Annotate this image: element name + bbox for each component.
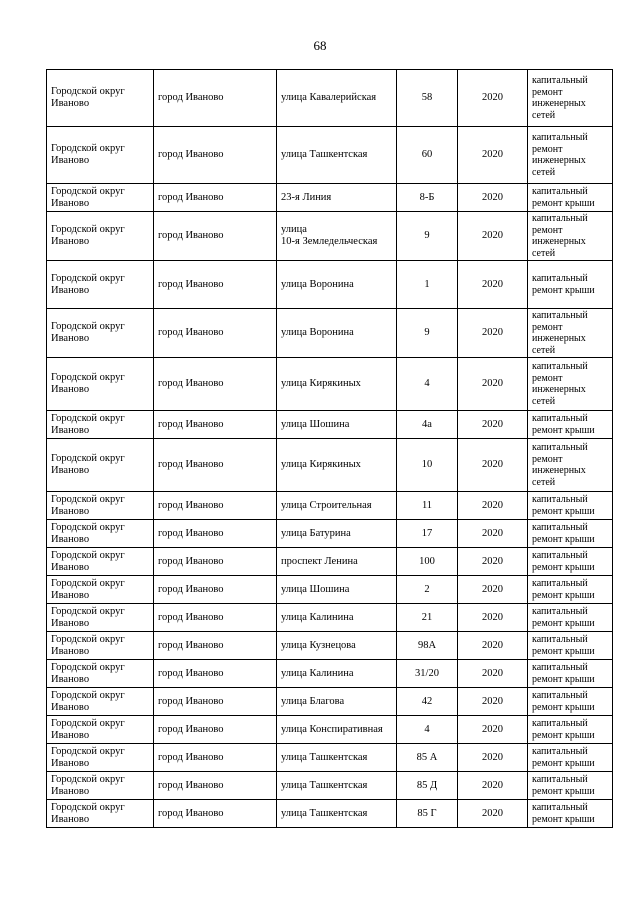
- work-type-cell: капитальный ремонт крыши: [528, 772, 613, 800]
- page-number: 68: [313, 38, 327, 53]
- district-cell: Городской округ Иваново: [47, 744, 154, 772]
- city-cell: город Иваново: [154, 548, 277, 576]
- work-type-cell: капитальный ремонт крыши: [528, 744, 613, 772]
- work-type-cell: капитальный ремонт инженерных сетей: [528, 127, 613, 184]
- street-cell: улица Калинина: [277, 660, 397, 688]
- year-cell: 2020: [458, 688, 528, 716]
- house-number-cell: 1: [397, 261, 458, 309]
- district-cell: Городской округ Иваново: [47, 604, 154, 632]
- table-row: [47, 212, 613, 261]
- house-number-cell: 11: [397, 492, 458, 520]
- street-cell: улица Воронина: [277, 309, 397, 358]
- district-cell: Городской округ Иваново: [47, 716, 154, 744]
- city-cell: город Иваново: [154, 261, 277, 309]
- street-cell: улица Строительная: [277, 492, 397, 520]
- table-row: [47, 261, 613, 309]
- table-row: [47, 772, 613, 800]
- table-row: [47, 358, 613, 411]
- street-cell: 23-я Линия: [277, 184, 397, 212]
- work-type-cell: капитальный ремонт крыши: [528, 632, 613, 660]
- city-cell: город Иваново: [154, 800, 277, 828]
- district-cell: Городской округ Иваново: [47, 800, 154, 828]
- house-number-cell: 100: [397, 548, 458, 576]
- table-row: [47, 439, 613, 492]
- year-cell: 2020: [458, 576, 528, 604]
- table-row: [47, 800, 613, 828]
- city-cell: город Иваново: [154, 184, 277, 212]
- district-cell: Городской округ Иваново: [47, 520, 154, 548]
- year-cell: 2020: [458, 548, 528, 576]
- city-cell: город Иваново: [154, 744, 277, 772]
- city-cell: город Иваново: [154, 772, 277, 800]
- work-type-cell: капитальный ремонт крыши: [528, 411, 613, 439]
- work-type-cell: капитальный ремонт крыши: [528, 548, 613, 576]
- street-cell: улица Шошина: [277, 411, 397, 439]
- house-number-cell: 85 Г: [397, 800, 458, 828]
- year-cell: 2020: [458, 604, 528, 632]
- street-cell: улица 10-я Земледельческая: [277, 212, 397, 261]
- city-cell: город Иваново: [154, 716, 277, 744]
- district-cell: Городской округ Иваново: [47, 576, 154, 604]
- city-cell: город Иваново: [154, 660, 277, 688]
- street-cell: улица Кирякиных: [277, 358, 397, 411]
- table-row: [47, 688, 613, 716]
- city-cell: город Иваново: [154, 411, 277, 439]
- work-type-cell: капитальный ремонт крыши: [528, 184, 613, 212]
- district-cell: Городской округ Иваново: [47, 184, 154, 212]
- city-cell: город Иваново: [154, 632, 277, 660]
- street-cell: улица Кузнецова: [277, 632, 397, 660]
- street-cell: улица Калинина: [277, 604, 397, 632]
- house-number-cell: 60: [397, 127, 458, 184]
- city-cell: город Иваново: [154, 127, 277, 184]
- district-cell: Городской округ Иваново: [47, 212, 154, 261]
- street-cell: улица Ташкентская: [277, 772, 397, 800]
- city-cell: город Иваново: [154, 604, 277, 632]
- street-cell: улица Шошина: [277, 576, 397, 604]
- street-cell: улица Кавалерийская: [277, 70, 397, 127]
- table-row: [47, 576, 613, 604]
- street-cell: проспект Ленина: [277, 548, 397, 576]
- table-row: [47, 411, 613, 439]
- year-cell: 2020: [458, 70, 528, 127]
- district-cell: Городской округ Иваново: [47, 632, 154, 660]
- house-number-cell: 4а: [397, 411, 458, 439]
- year-cell: 2020: [458, 309, 528, 358]
- house-number-cell: 4: [397, 358, 458, 411]
- table-row: [47, 744, 613, 772]
- table-row: [47, 520, 613, 548]
- house-number-cell: 8-Б: [397, 184, 458, 212]
- year-cell: 2020: [458, 772, 528, 800]
- work-type-cell: капитальный ремонт крыши: [528, 660, 613, 688]
- district-cell: Городской округ Иваново: [47, 660, 154, 688]
- house-number-cell: 31/20: [397, 660, 458, 688]
- district-cell: Городской округ Иваново: [47, 439, 154, 492]
- work-type-cell: капитальный ремонт инженерных сетей: [528, 309, 613, 358]
- house-number-cell: 85 Д: [397, 772, 458, 800]
- year-cell: 2020: [458, 261, 528, 309]
- street-cell: улица Ташкентская: [277, 127, 397, 184]
- district-cell: Городской округ Иваново: [47, 411, 154, 439]
- street-cell: улица Батурина: [277, 520, 397, 548]
- year-cell: 2020: [458, 492, 528, 520]
- district-cell: Городской округ Иваново: [47, 548, 154, 576]
- street-cell: улица Благова: [277, 688, 397, 716]
- street-cell: улица Кирякиных: [277, 439, 397, 492]
- work-type-cell: капитальный ремонт крыши: [528, 576, 613, 604]
- year-cell: 2020: [458, 358, 528, 411]
- city-cell: город Иваново: [154, 358, 277, 411]
- work-type-cell: капитальный ремонт крыши: [528, 261, 613, 309]
- table-row: [47, 184, 613, 212]
- district-cell: Городской округ Иваново: [47, 261, 154, 309]
- district-cell: Городской округ Иваново: [47, 70, 154, 127]
- table-row: [47, 660, 613, 688]
- year-cell: 2020: [458, 411, 528, 439]
- house-number-cell: 42: [397, 688, 458, 716]
- year-cell: 2020: [458, 800, 528, 828]
- street-cell: улица Ташкентская: [277, 800, 397, 828]
- table-row: [47, 548, 613, 576]
- house-number-cell: 9: [397, 212, 458, 261]
- house-number-cell: 4: [397, 716, 458, 744]
- district-cell: Городской округ Иваново: [47, 309, 154, 358]
- house-number-cell: 10: [397, 439, 458, 492]
- year-cell: 2020: [458, 184, 528, 212]
- city-cell: город Иваново: [154, 520, 277, 548]
- table-row: [47, 716, 613, 744]
- city-cell: город Иваново: [154, 688, 277, 716]
- street-cell: улица Ташкентская: [277, 744, 397, 772]
- year-cell: 2020: [458, 212, 528, 261]
- year-cell: 2020: [458, 127, 528, 184]
- house-number-cell: 9: [397, 309, 458, 358]
- district-cell: Городской округ Иваново: [47, 127, 154, 184]
- repair-register-table: [46, 69, 613, 828]
- district-cell: Городской округ Иваново: [47, 358, 154, 411]
- city-cell: город Иваново: [154, 576, 277, 604]
- work-type-cell: капитальный ремонт крыши: [528, 688, 613, 716]
- table-body: [47, 70, 613, 828]
- year-cell: 2020: [458, 716, 528, 744]
- house-number-cell: 17: [397, 520, 458, 548]
- table-row: [47, 309, 613, 358]
- work-type-cell: капитальный ремонт крыши: [528, 604, 613, 632]
- district-cell: Городской округ Иваново: [47, 492, 154, 520]
- table-row: [47, 127, 613, 184]
- year-cell: 2020: [458, 439, 528, 492]
- house-number-cell: 58: [397, 70, 458, 127]
- city-cell: город Иваново: [154, 492, 277, 520]
- year-cell: 2020: [458, 744, 528, 772]
- work-type-cell: капитальный ремонт инженерных сетей: [528, 70, 613, 127]
- work-type-cell: капитальный ремонт крыши: [528, 716, 613, 744]
- city-cell: город Иваново: [154, 70, 277, 127]
- work-type-cell: капитальный ремонт крыши: [528, 800, 613, 828]
- house-number-cell: 98А: [397, 632, 458, 660]
- work-type-cell: капитальный ремонт инженерных сетей: [528, 439, 613, 492]
- house-number-cell: 85 А: [397, 744, 458, 772]
- year-cell: 2020: [458, 660, 528, 688]
- street-cell: улица Конспиративная: [277, 716, 397, 744]
- table-row: [47, 70, 613, 127]
- year-cell: 2020: [458, 520, 528, 548]
- table-row: [47, 604, 613, 632]
- year-cell: 2020: [458, 632, 528, 660]
- district-cell: Городской округ Иваново: [47, 688, 154, 716]
- house-number-cell: 2: [397, 576, 458, 604]
- street-cell: улица Воронина: [277, 261, 397, 309]
- work-type-cell: капитальный ремонт инженерных сетей: [528, 358, 613, 411]
- work-type-cell: капитальный ремонт крыши: [528, 492, 613, 520]
- city-cell: город Иваново: [154, 439, 277, 492]
- city-cell: город Иваново: [154, 212, 277, 261]
- table-row: [47, 492, 613, 520]
- house-number-cell: 21: [397, 604, 458, 632]
- work-type-cell: капитальный ремонт инженерных сетей: [528, 212, 613, 261]
- table-row: [47, 632, 613, 660]
- district-cell: Городской округ Иваново: [47, 772, 154, 800]
- work-type-cell: капитальный ремонт крыши: [528, 520, 613, 548]
- city-cell: город Иваново: [154, 309, 277, 358]
